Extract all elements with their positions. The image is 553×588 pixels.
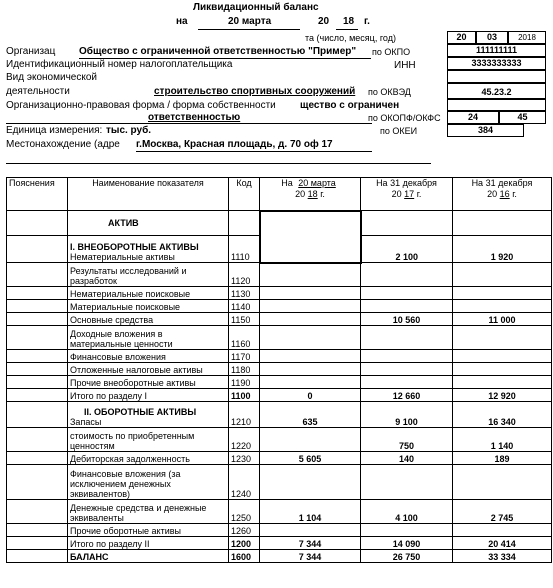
col-indicator-header: Наименование показателя	[68, 178, 229, 211]
unit-label: Единица измерения:	[6, 125, 103, 136]
unit-value: тыс. руб.	[106, 125, 152, 136]
location-value: г.Москва, Красная площадь, д. 70 оф 17	[136, 139, 333, 150]
table-row-total: Итого по разделу I 1100 0 12 660 12 920	[7, 389, 552, 402]
col-code-header: Код	[229, 178, 260, 211]
okfs-value: 45	[499, 111, 546, 124]
okved-value: 45.23.2	[447, 83, 546, 99]
inn-label: ИНН	[394, 60, 416, 71]
org-label: Организац	[6, 46, 56, 57]
table-row-balance: БАЛАНС 1600 7 344 26 750 33 334	[7, 550, 552, 563]
legal-form-label: Организационно-правовая форма / форма собственности	[6, 100, 276, 111]
table-row: Основные средства 1150 10 560 11 000	[7, 313, 552, 326]
table-row: Результаты исследований и разработок 1120	[7, 263, 552, 287]
table-row: Доходные вложения в материальные ценности 1160	[7, 326, 552, 350]
table-row: Прочие оборотные активы 1260	[7, 524, 552, 537]
org-name: Общество с ограниченной ответственностью "Пример"	[79, 46, 357, 57]
col-current-header: На 20 марта 20 18 г.	[260, 178, 361, 211]
activity-label-1: Вид экономической	[6, 72, 97, 83]
balance-table	[6, 177, 552, 563]
col-prev-year-header: На 31 декабря 20 17 г.	[361, 178, 453, 211]
date-year: 2018	[508, 31, 546, 44]
table-row: Финансовые вложения 1170	[7, 350, 552, 363]
document-title: Ликвидационный баланс	[193, 2, 319, 13]
selected-cell[interactable]	[260, 211, 361, 263]
table-row: Отложенные налоговые активы 1180	[7, 363, 552, 376]
table-row: Финансовые вложения (за исключением денежных эквивалентов) 1240	[7, 465, 552, 500]
table-row: I. ВНЕОБОРОТНЫЕ АКТИВЫ Нематериальные активы 1110 2 100 1 920	[7, 236, 552, 263]
table-row: Прочие внеоборотные активы 1190	[7, 376, 552, 389]
date-month: 03	[476, 31, 508, 44]
okpo-value: 111111111	[447, 44, 546, 57]
year-end: г.	[364, 16, 370, 27]
okei-label: по ОКЕИ	[380, 126, 418, 136]
col-explanations-header: Пояснения	[7, 178, 68, 211]
table-row-total: Итого по разделу II 1200 7 344 14 090 20 414	[7, 537, 552, 550]
table-row: АКТИВ	[7, 211, 552, 236]
date-prefix: на	[176, 16, 188, 27]
date-codes-label: та (число, месяц, год)	[305, 33, 396, 43]
table-row: II. ОБОРОТНЫЕ АКТИВЫ Запасы 1210 635 9 100 16 340	[7, 402, 552, 428]
date-day: 20	[447, 31, 476, 44]
col-prev-prev-year-header: На 31 декабря 20 16 г.	[453, 178, 552, 211]
inn-value: 3333333333	[447, 57, 546, 70]
activity-value: строительство спортивных сооружений	[154, 86, 356, 97]
legal-form-value-1: щество с ограничен	[300, 100, 400, 111]
table-row: Денежные средства и денежные эквиваленты 1250 1 104 4 100 2 745	[7, 500, 552, 524]
date-text: 20 марта	[228, 16, 272, 27]
year-prefix: 20	[318, 16, 330, 27]
table-row: Дебиторская задолженность 1230 5 605 140 189	[7, 452, 552, 465]
legal-form-value-2: ответственностью	[148, 112, 241, 123]
okopf-spacer	[447, 99, 546, 111]
table-row: стоимость по приобретенным ценностям 1220 750 1 140	[7, 428, 552, 452]
okopf-label: по ОКОПФ/ОКФС	[368, 113, 441, 123]
okopf-value: 24	[447, 111, 499, 124]
okpo-label: по ОКПО	[372, 47, 411, 57]
table-row: Нематериальные поисковые 1130	[7, 287, 552, 300]
year-suffix: 18	[343, 16, 355, 27]
activity-spacer	[447, 70, 546, 83]
okved-label: по ОКВЭД	[368, 87, 411, 97]
location-label: Местонахождение (адре	[6, 139, 120, 150]
okei-value: 384	[447, 124, 524, 137]
table-row: Материальные поисковые 1140	[7, 300, 552, 313]
inn-row-label: Идентификационный номер налогоплательщика	[6, 59, 233, 70]
table-header-row	[7, 178, 552, 211]
activity-label-2: деятельности	[6, 86, 70, 97]
